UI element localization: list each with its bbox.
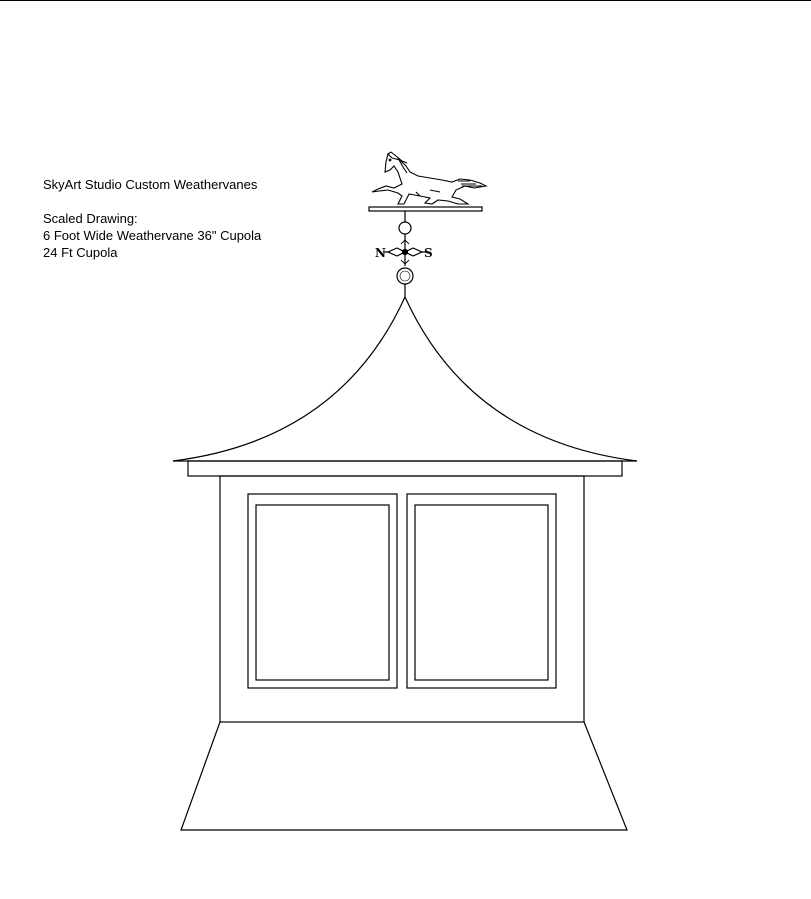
drawing-heading: Scaled Drawing: [43,211,138,226]
weathervane-spec: 6 Foot Wide Weathervane 36" Cupola [43,228,262,243]
right-window-pane [415,505,548,680]
left-window-frame [248,494,397,688]
compass-north-label: N [375,246,386,260]
compass-south-label: S [424,246,433,260]
cupola-body [220,476,584,722]
upper-finial-ball [399,222,411,234]
vane-platform [369,207,482,211]
studio-name: SkyArt Studio Custom Weathervanes [43,177,258,192]
left-window-pane [256,505,389,680]
lower-finial-ball [397,268,413,284]
right-window-frame [407,494,556,688]
eave-trim-band [188,461,622,476]
cupola-roof [173,297,637,461]
cupola-base [181,722,627,830]
cupola-spec: 24 Ft Cupola [43,245,118,260]
running-horse-icon [372,152,486,204]
lower-finial-ball-inner [400,271,410,281]
